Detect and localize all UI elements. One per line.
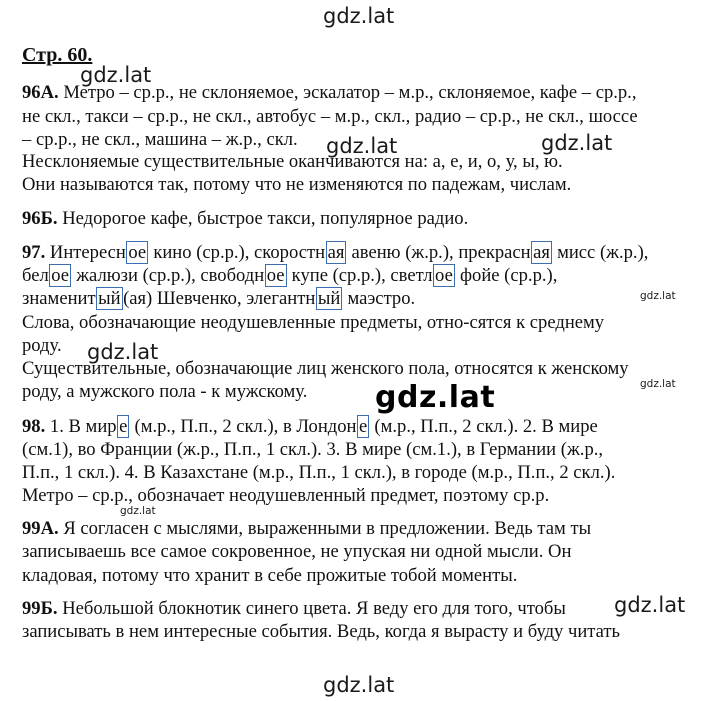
exercise-label: 96Б.: [22, 208, 58, 229]
ex96b-line: [22, 208, 468, 230]
page-title: Стр. 60.: [22, 44, 93, 66]
ex99b-line-2: записывать в нем интересные события. Ведь, когда я вырасту и буду читать: [22, 621, 621, 642]
watermark: gdz.lat: [614, 593, 686, 617]
watermark-bottom: gdz.lat: [323, 673, 395, 697]
text: Я согласен с мыслями, выраженными в предложении. Ведь там ты: [63, 518, 592, 539]
ex98-line-3: П.п., 1 скл.). 4. В Казахстане (м.р., П.п., 1 скл.), в городе (м.р., П.п., 2 скл.).: [22, 462, 616, 483]
text: маэстро.: [347, 288, 416, 309]
text: знаменит: [22, 288, 96, 309]
text: авеню (ж.р.), прекрасн: [351, 242, 531, 263]
text: кино (ср.р.), скоростн: [153, 242, 326, 263]
exercise-label: 99А.: [22, 518, 59, 539]
ending-box: ое: [266, 265, 285, 286]
ending-box: ый: [317, 288, 341, 309]
text: Небольшой блокнотик синего цвета. Я веду его для того, чтобы: [62, 598, 566, 619]
ex96a-line-2: не скл., такси – ср.р., не скл., автобус – м.р., скл., радио – ср.р., не скл., шоссе: [22, 106, 638, 127]
ex98-line-2: (см.1), во Франции (ж.р., П.п., 1 скл.). 3. В мире (см.1.), в Германии (ж.р.,: [22, 439, 604, 460]
ex96a-line-4: Несклоняемые существительные оканчиваются на: а, е, и, о, у, ы, ю.: [22, 151, 563, 172]
ex96a-line-3: – ср.р., не скл., машина – ж.р., скл.: [22, 129, 298, 150]
watermark: gdz.lat: [326, 134, 398, 158]
ex97-line-2: [22, 265, 557, 287]
ex97-line-7: роду, а мужского пола - к мужскому.: [22, 381, 308, 402]
ending-box: ая: [327, 242, 345, 263]
exercise-label: 99Б.: [22, 598, 58, 619]
ex97-line-5: роду.: [22, 335, 62, 356]
ex98-line-4: Метро – ср.р., обозначает неодушевленный предмет, поэтому ср.р.: [22, 485, 550, 506]
watermark: gdz.lat: [640, 378, 676, 390]
ex97-line-4: Слова, обозначающие неодушевленные предметы, отно-сятся к среднему: [22, 312, 605, 333]
ending-box: е: [359, 416, 368, 437]
ex96a-line-1: [22, 82, 636, 104]
text: Недорогое кафе, быстрое такси, популярное радио.: [62, 208, 469, 229]
watermark-top: gdz.lat: [323, 4, 395, 28]
ex96a-line-5: Они называются так, потому что не изменяются по падежам, числам.: [22, 174, 572, 195]
text: бел: [22, 265, 49, 286]
ex99a-line-3: кладовая, потому что хранит в себе прожитые тобой моменты.: [22, 565, 518, 586]
ending-box: ое: [435, 265, 453, 286]
text: Интересн: [49, 242, 126, 263]
text: (м.р., П.п., 2 скл.). 2. В мире: [374, 416, 598, 437]
text: 1. В мир: [49, 416, 117, 437]
text: (ая): [123, 288, 153, 309]
text: Метро – ср.р., не склоняемое, эскалатор – м.р., склоняемое, кафе – ср.р.,: [63, 82, 637, 103]
exercise-label: 96А.: [22, 82, 59, 103]
watermark: gdz.lat: [120, 505, 156, 517]
text: Шевченко, элегантн: [156, 288, 316, 309]
ex99a-line-2: записываешь все самое сокровенное, не упуская ни одной мысли. Он: [22, 541, 572, 562]
ex99a-line-1: [22, 518, 591, 540]
ending-box: ое: [128, 242, 147, 263]
text: жалюзи (ср.р.), свободн: [76, 265, 265, 286]
ex97-line-1: [22, 242, 648, 264]
exercise-label: 98.: [22, 416, 46, 437]
ending-box: е: [119, 416, 128, 437]
ending-box: ое: [51, 265, 70, 286]
watermark: gdz.lat: [87, 340, 159, 364]
ending-box: ый: [98, 288, 121, 309]
watermark: gdz.lat: [80, 63, 152, 87]
ex98-line-1: [22, 416, 598, 438]
text: мисс (ж.р.),: [557, 242, 649, 263]
ex97-line-6: Существительные, обозначающие лиц женского пола, относятся к женскому: [22, 358, 629, 379]
ex97-line-3: [22, 288, 415, 310]
watermark: gdz.lat: [640, 290, 676, 302]
text: (м.р., П.п., 2 скл.), в Лондон: [134, 416, 357, 437]
watermark-big: gdz.lat: [375, 380, 496, 415]
exercise-label: 97.: [22, 242, 46, 263]
ending-box: ая: [533, 242, 550, 263]
watermark: gdz.lat: [541, 131, 613, 155]
ex99b-line-1: [22, 598, 566, 620]
text: купе (ср.р.), светл: [291, 265, 433, 286]
text: фойе (ср.р.),: [459, 265, 558, 286]
